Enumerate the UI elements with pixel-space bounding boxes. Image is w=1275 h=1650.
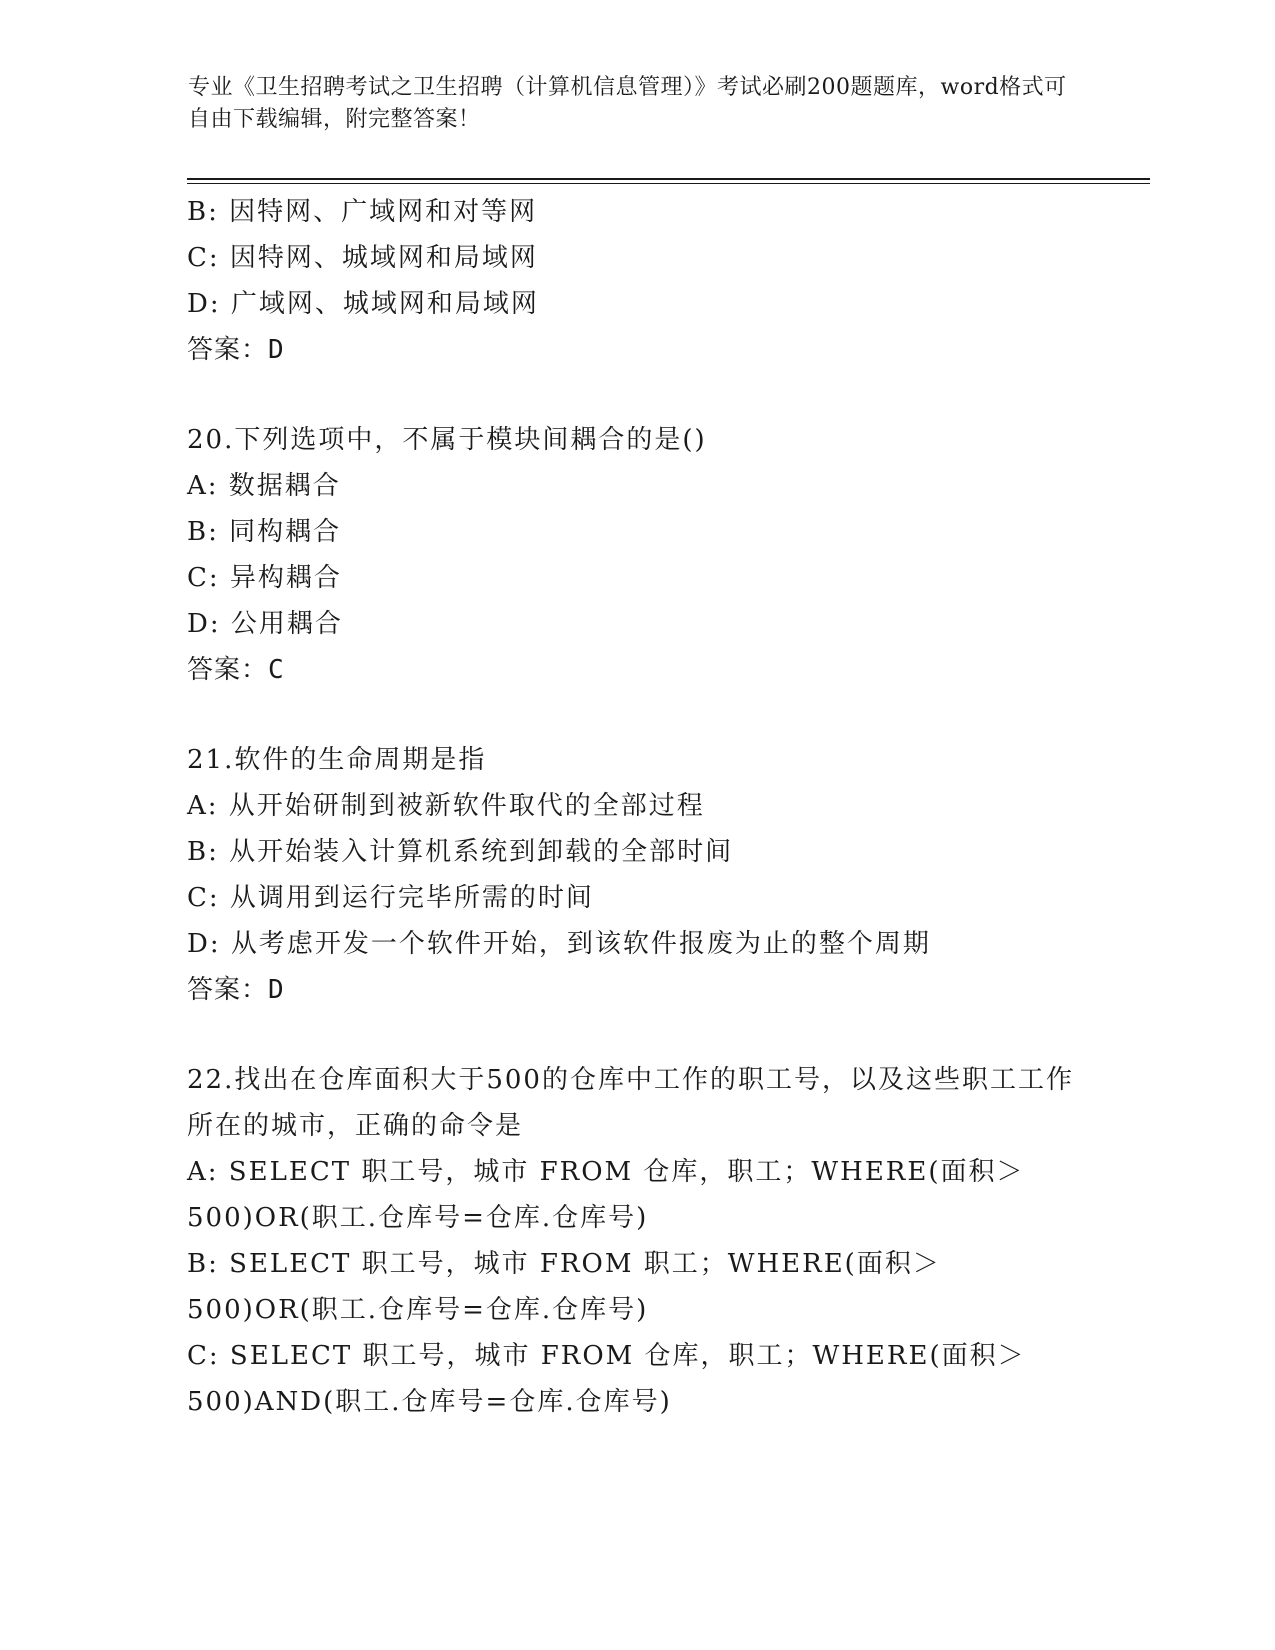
option-b: B: SELECT 职工号，城市 FROM 职工；WHERE(面积＞500)OR(职工.仓库号=仓库.仓库号) [187,1249,941,1325]
question-stem: 20.下列选项中，不属于模块间耦合的是() [187,425,707,455]
spacer [187,1013,1087,1057]
option-b: B: 从开始装入计算机系统到卸载的全部时间 [187,837,734,867]
option-c: C: 从调用到运行完毕所需的时间 [187,883,594,913]
header-divider-thin [187,183,1150,184]
option-c: C: SELECT 职工号，城市 FROM 仓库，职工；WHERE(面积＞500)AND(职工.仓库号=仓库.仓库号) [187,1341,1026,1417]
question-22 [187,1057,1087,1425]
option-b: B: 因特网、广域网和对等网 [187,197,538,227]
option-a: A: SELECT 职工号，城市 FROM 仓库，职工；WHERE(面积＞500)OR(职工.仓库号=仓库.仓库号) [187,1157,1025,1233]
spacer [187,373,1087,417]
answer-line [187,647,1087,693]
option-d: D: 从考虑开发一个软件开始，到该软件报废为止的整个周期 [187,929,931,959]
answer-value: D [268,335,285,365]
option-c: C: 因特网、城域网和局域网 [187,243,538,273]
option-d: D: 公用耦合 [187,609,343,639]
question-list [187,189,1087,1425]
question-stem: 21.软件的生命周期是指 [187,745,487,775]
answer-line [187,327,1087,373]
question-21 [187,737,1087,1013]
answer-label: 答案： [187,975,269,1005]
question-stem: 22.找出在仓库面积大于500的仓库中工作的职工号，以及这些职工工作所在的城市，正确的命令是 [187,1065,1074,1141]
question-20 [187,417,1087,693]
option-d: D: 广域网、城域网和局域网 [187,289,539,319]
option-a: A: 从开始研制到被新软件取代的全部过程 [187,791,705,821]
option-c: C: 异构耦合 [187,563,342,593]
header-divider-thick [187,178,1150,180]
answer-label: 答案： [187,655,269,685]
spacer [187,693,1087,737]
answer-value: D [268,975,285,1005]
answer-value: C [268,655,285,685]
option-b: B: 同构耦合 [187,517,342,547]
answer-line [187,967,1087,1013]
document-header: 专业《卫生招聘考试之卫生招聘（计算机信息管理）》考试必刷200题题库，word格式可自由下载编辑，附完整答案！ [188,75,1067,132]
question-19-tail [187,189,1087,373]
answer-label: 答案： [187,335,269,365]
option-a: A: 数据耦合 [187,471,341,501]
